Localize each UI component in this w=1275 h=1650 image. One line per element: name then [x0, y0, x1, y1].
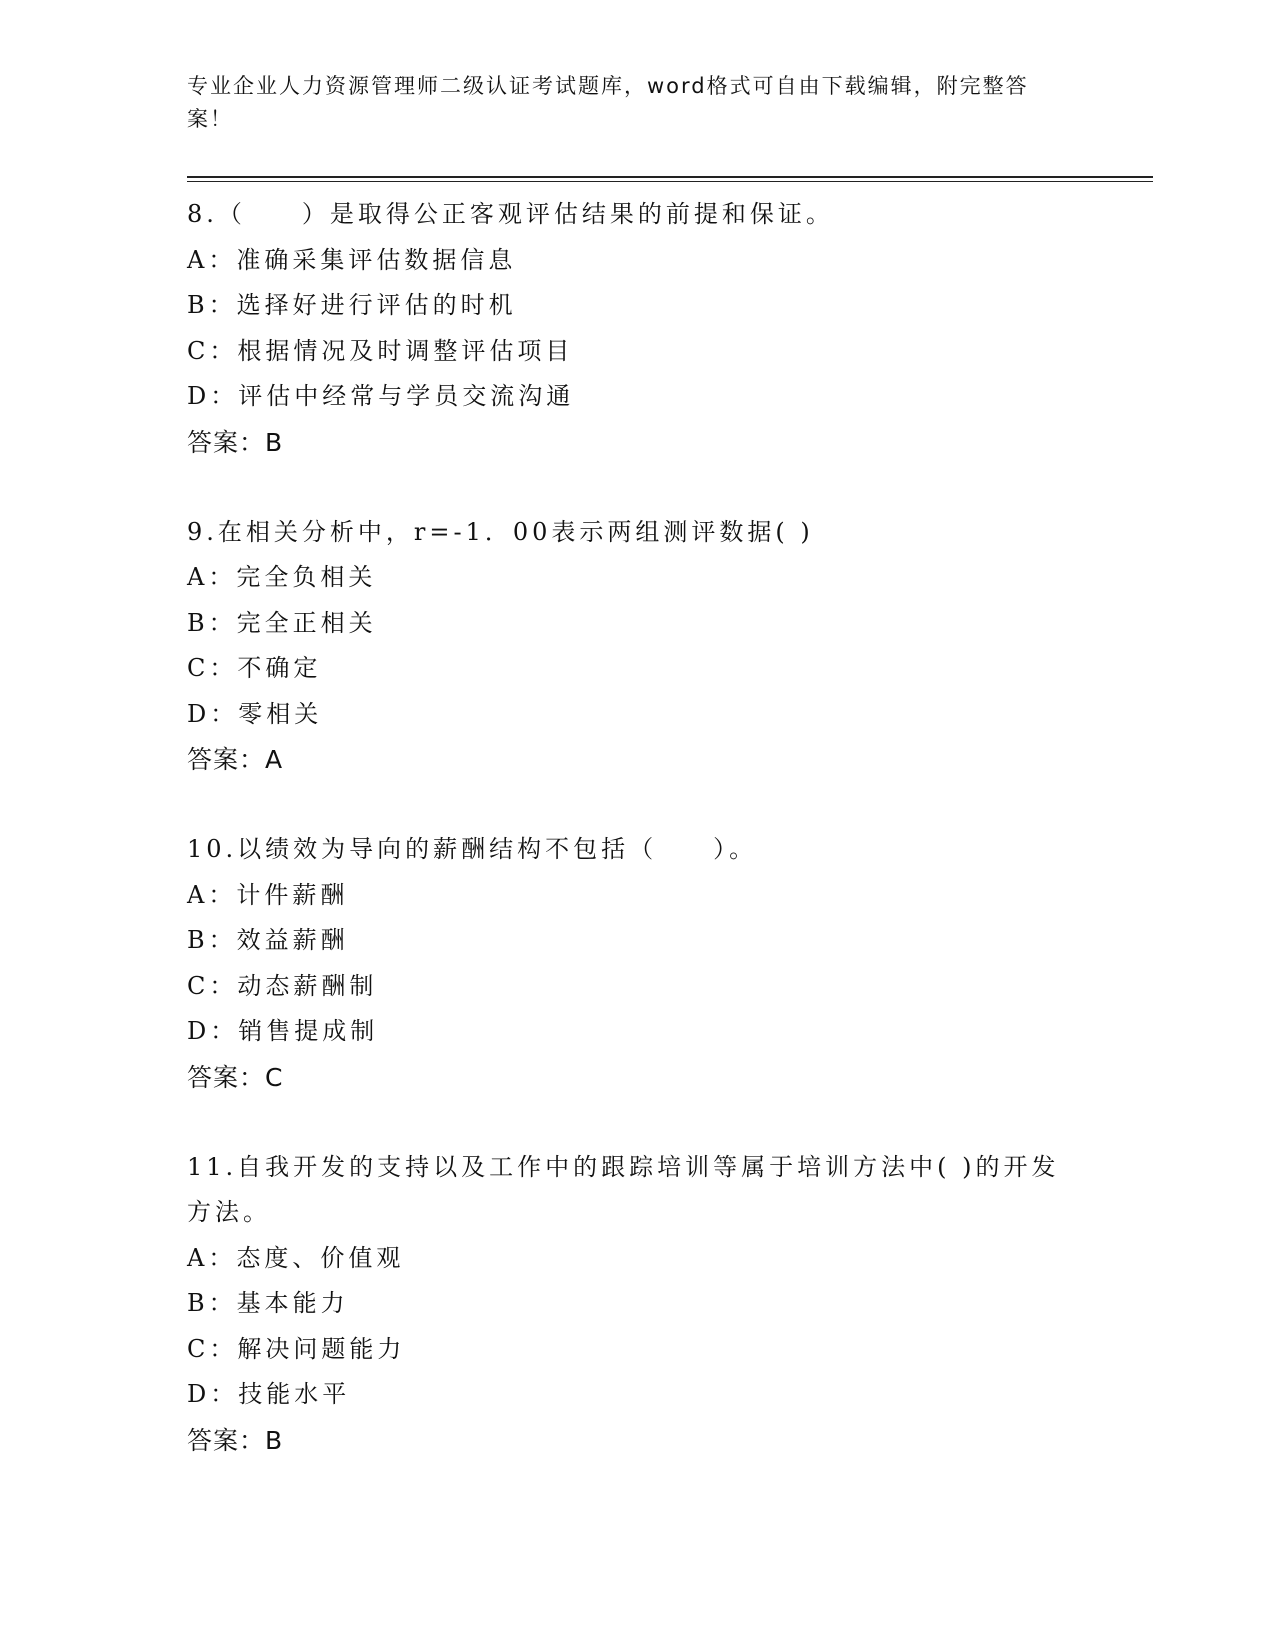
option-d: D：评估中经常与学员交流沟通	[187, 382, 575, 410]
option-c: C：动态薪酬制	[187, 971, 378, 1000]
option-c: C：不确定	[187, 654, 322, 682]
question-stem: 11.自我开发的支持以及工作中的跟踪培训等属于培训方法中( )的开发方法。	[187, 1152, 1060, 1226]
question-stem: 9.在相关分析中，r=-1．00表示两组测评数据( )	[187, 517, 814, 546]
answer: 答案：B	[187, 427, 284, 457]
header-rule-thick	[187, 176, 1153, 178]
option-a: A：计件薪酬	[187, 880, 349, 909]
answer: 答案：B	[187, 1425, 284, 1455]
question-stem: 10.以绩效为导向的薪酬结构不包括（ ）。	[187, 835, 758, 863]
question-10	[187, 827, 1087, 1100]
option-c: C：根据情况及时调整评估项目	[187, 336, 574, 365]
option-b: B：效益薪酬	[187, 926, 349, 954]
option-a: A：态度、价值观	[187, 1243, 405, 1272]
question-9	[187, 510, 1087, 783]
option-a: A：准确采集评估数据信息	[187, 245, 517, 274]
header-rule-thin	[187, 181, 1153, 182]
option-b: B：完全正相关	[187, 608, 377, 637]
option-d: D：技能水平	[187, 1380, 351, 1408]
question-8	[187, 192, 1087, 465]
option-a: A：完全负相关	[187, 563, 377, 591]
option-b: B：选择好进行评估的时机	[187, 291, 517, 319]
question-stem: 8.（ ）是取得公正客观评估结果的前提和保证。	[187, 200, 834, 228]
answer: 答案：A	[187, 745, 284, 774]
option-c: C：解决问题能力	[187, 1334, 406, 1363]
option-d: D：零相关	[187, 699, 323, 728]
question-list	[187, 192, 1087, 1508]
document-intro: 专业企业人力资源管理师二级认证考试题库，word格式可自由下载编辑，附完整答案！	[187, 74, 1029, 131]
question-11	[187, 1145, 1087, 1463]
answer: 答案：C	[187, 1062, 284, 1092]
option-b: B：基本能力	[187, 1289, 349, 1317]
option-d: D：销售提成制	[187, 1017, 379, 1045]
